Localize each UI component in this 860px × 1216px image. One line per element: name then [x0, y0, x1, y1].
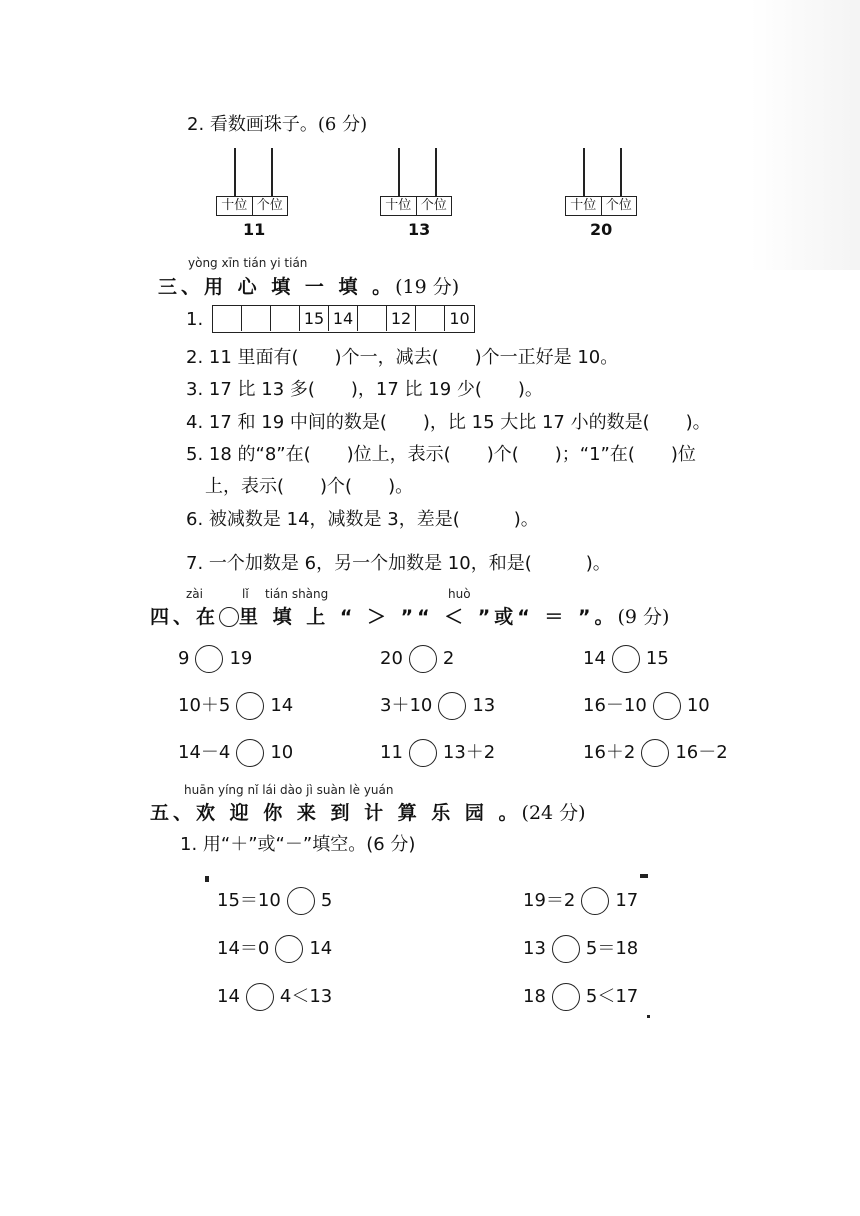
abacus-number: 20 [590, 220, 613, 239]
s3-q5-line1[interactable]: 5. 18 的“8”在( )位上，表示( )个( )；“1”在( )位 [186, 444, 696, 465]
number-sequence-boxes [212, 305, 475, 333]
s4-item [380, 691, 495, 721]
tens-label: 十位 [381, 197, 417, 215]
q2-title-text: 2. 看数画珠子。 [187, 114, 318, 135]
s5-title: 五、欢 迎 你 来 到 计 算 乐 园 。 [150, 802, 522, 824]
expr-left: 15＝10 [217, 890, 281, 911]
expr-right: 16－2 [675, 742, 728, 763]
expr-left: 3＋10 [380, 695, 433, 716]
s3-q4[interactable]: 4. 17 和 19 中间的数是( )，比 15 大比 17 小的数是( )。 [186, 412, 711, 433]
answer-circle[interactable] [641, 739, 669, 767]
expr-left: 10＋5 [178, 695, 231, 716]
tens-rod [398, 148, 400, 196]
answer-circle[interactable] [409, 739, 437, 767]
expr-right: 2 [442, 648, 455, 669]
expr-left: 19＝2 [523, 890, 576, 911]
answer-circle[interactable] [287, 887, 315, 915]
ones-label: 个位 [420, 198, 447, 213]
q2-points: (6 分) [317, 114, 368, 135]
s5-pinyin: huān yíng nǐ lái dào jì suàn lè yuán [184, 783, 394, 797]
expr-left: 13 [523, 938, 546, 959]
s3-q3[interactable]: 3. 17 比 13 多( )，17 比 19 少( )。 [186, 379, 543, 400]
expr-right: 10 [686, 695, 710, 716]
s5-item [523, 934, 638, 964]
ones-label: 个位 [256, 198, 283, 213]
answer-circle[interactable] [581, 887, 609, 915]
s4-item [583, 691, 710, 721]
tens-rod [583, 148, 585, 196]
expr-right: 13 [472, 695, 496, 716]
s3-points: (19 分) [395, 276, 460, 298]
abacus-place-box [565, 196, 637, 216]
s4-item [583, 644, 669, 674]
answer-circle[interactable] [246, 983, 274, 1011]
s5-item [217, 934, 332, 964]
answer-circle[interactable] [409, 645, 437, 673]
seq-cell-blank[interactable] [242, 306, 271, 331]
s3-q5-line2[interactable]: 上，表示( )个( )。 [205, 476, 414, 497]
expr-right: 19 [229, 648, 253, 669]
expr-left: 14＝0 [217, 938, 270, 959]
expr-right: 17 [615, 890, 639, 911]
s5-heading [150, 798, 586, 825]
expr-right: 5＝18 [585, 938, 639, 959]
expr-right: 14 [270, 695, 294, 716]
q2-title [187, 114, 367, 136]
scan-speck [205, 876, 209, 882]
s3-q2[interactable]: 2. 11 里面有( )个一，减去( )个一正好是 10。 [186, 347, 619, 368]
s3-q1-label: 1. [186, 309, 204, 330]
s4-pinyin-li: lǐ [242, 587, 249, 601]
expr-right: 4＜13 [279, 986, 333, 1007]
s4-heading [150, 602, 669, 629]
tens-label: 十位 [217, 197, 253, 215]
expr-left: 9 [178, 648, 190, 669]
s4-pinyin-zai: zài [186, 587, 203, 601]
answer-circle[interactable] [275, 935, 303, 963]
seq-cell-blank[interactable] [271, 306, 300, 331]
seq-cell: 15 [300, 306, 329, 331]
expr-left: 16＋2 [583, 742, 636, 763]
abacus-20[interactable] [565, 148, 637, 218]
abacus-place-box [380, 196, 452, 216]
seq-cell: 10 [449, 309, 470, 328]
answer-circle[interactable] [438, 692, 466, 720]
ones-rod [620, 148, 622, 196]
s3-title: 三、用 心 填 一 填 。 [158, 276, 396, 298]
s5-item [217, 886, 332, 916]
expr-right: 5＜17 [585, 986, 639, 1007]
abacus-number: 11 [243, 220, 266, 239]
s3-pinyin: yòng xīn tián yi tián [188, 256, 308, 270]
s4-title-a: 四、在 [150, 606, 220, 628]
answer-circle[interactable] [653, 692, 681, 720]
s5-item [217, 982, 332, 1012]
expr-right: 13＋2 [442, 742, 496, 763]
abacus-11[interactable] [216, 148, 288, 218]
s4-item [583, 738, 728, 768]
expr-left: 14 [583, 648, 606, 669]
expr-left: 14－4 [178, 742, 231, 763]
ones-rod [435, 148, 437, 196]
s4-pinyin-huo: huò [448, 587, 471, 601]
expr-right: 15 [645, 648, 669, 669]
seq-cell-blank[interactable] [213, 306, 242, 331]
answer-circle[interactable] [236, 739, 264, 767]
s4-points: (9 分) [617, 606, 670, 628]
scan-speck [640, 874, 648, 878]
expr-left: 18 [523, 986, 546, 1007]
abacus-13[interactable] [380, 148, 452, 218]
s5-q1-title: 1. 用“＋”或“－”填空。(6 分) [180, 834, 416, 855]
s4-item [380, 644, 454, 674]
seq-cell-blank[interactable] [416, 306, 445, 331]
scan-speck [647, 1015, 650, 1018]
abacus-place-box [216, 196, 288, 216]
s5-item [523, 886, 638, 916]
expr-right: 14 [309, 938, 333, 959]
s3-q6[interactable]: 6. 被减数是 14，减数是 3，差是( )。 [186, 509, 539, 530]
answer-circle[interactable] [552, 935, 580, 963]
s4-item [178, 644, 252, 674]
circle-icon [219, 607, 239, 627]
s4-title-b: 里 填 上 “ ＞ ”“ ＜ ”或“ ＝ ”。 [239, 606, 618, 628]
tens-label: 十位 [566, 197, 602, 215]
seq-cell-blank[interactable] [358, 306, 387, 331]
abacus-number: 13 [408, 220, 431, 239]
s5-item [523, 982, 638, 1012]
s5-points: (24 分) [521, 802, 586, 824]
s4-item [380, 738, 495, 768]
seq-cell: 14 [329, 306, 358, 331]
answer-circle[interactable] [552, 983, 580, 1011]
ones-label: 个位 [605, 198, 632, 213]
expr-right: 10 [270, 742, 294, 763]
expr-left: 16－10 [583, 695, 647, 716]
s4-item [178, 738, 293, 768]
answer-circle[interactable] [236, 692, 264, 720]
seq-cell: 12 [387, 306, 416, 331]
s3-q7[interactable]: 7. 一个加数是 6，另一个加数是 10，和是( )。 [186, 553, 611, 574]
s4-pinyin-tianshang: tián shàng [265, 587, 329, 601]
scan-edge-shadow [750, 0, 860, 270]
s4-item [178, 691, 293, 721]
s3-heading [158, 272, 459, 299]
expr-left: 14 [217, 986, 240, 1007]
expr-right: 5 [320, 890, 333, 911]
expr-left: 11 [380, 742, 403, 763]
tens-rod [234, 148, 236, 196]
expr-left: 20 [380, 648, 403, 669]
answer-circle[interactable] [612, 645, 640, 673]
ones-rod [271, 148, 273, 196]
answer-circle[interactable] [195, 645, 223, 673]
